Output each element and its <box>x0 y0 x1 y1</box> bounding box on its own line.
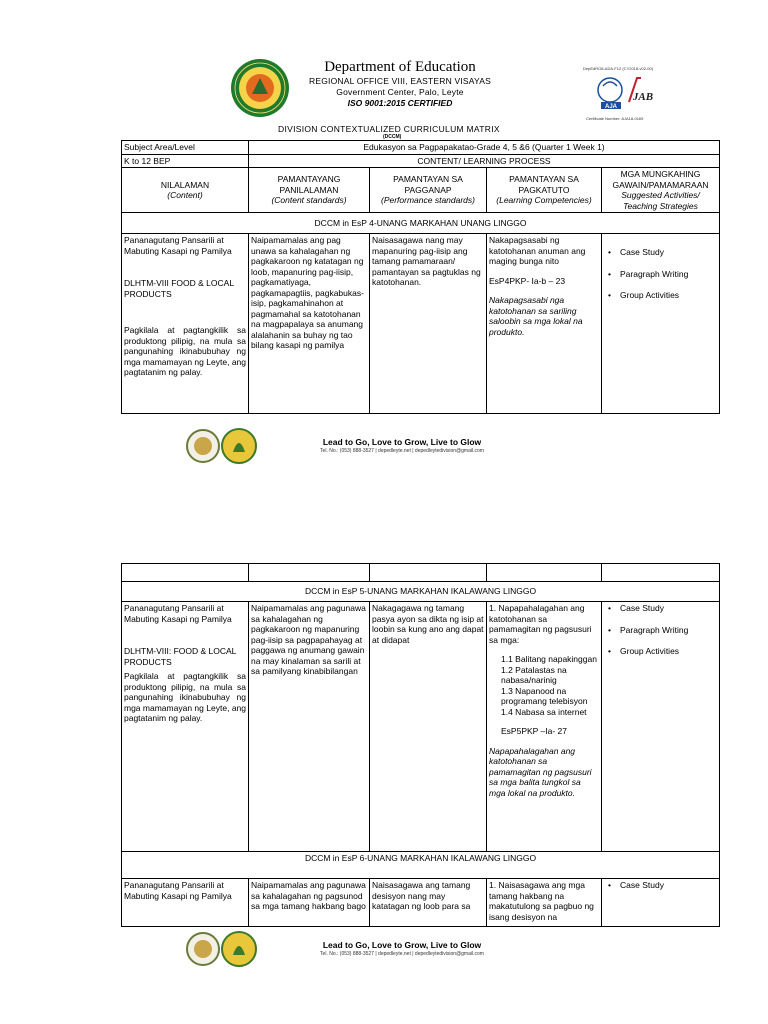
section-heading-esp6: DCCM in EsP 6-UNANG MARKAHAN IKALAWANG LINGGO <box>122 852 720 879</box>
subject-area-value: Edukasyon sa Pagpapakatao-Grade 4, 5 &6 (Quarter 1 Week 1) <box>249 141 720 155</box>
activity-item: • Case Study <box>606 603 717 614</box>
esp6-performance-standard-cell: Naisasagawa ang tamang desisyon nang may katatagan ng loob para sa <box>370 879 487 927</box>
svg-text:AJA: AJA <box>604 104 618 110</box>
curriculum-matrix-table-1 <box>121 140 720 414</box>
section-heading-esp5: DCCM in EsP 5-UNANG MARKAHAN IKALAWANG LINGGO <box>122 582 720 602</box>
esp6-content-standard-cell: Naipamamalas ang pagunawa sa kahalagahan ng pagsunod sa mga tamang hakbang bago <box>249 879 370 927</box>
division-logos-icon <box>183 931 263 967</box>
empty-header-cell <box>602 564 720 582</box>
esp6-competency-cell: 1. Naisasagawa ang mga tamang hakbang na makatutulong sa pagbuo ng isang desisyon na <box>487 879 602 927</box>
activity-item: • Group Activities <box>606 290 717 301</box>
esp6-content-cell: Pananagutang Pansarili at Mabuting Kasapi ng Pamilya <box>122 879 249 927</box>
column-header-performance-standards: PAMANTAYAN SA PAGGANAP (Performance standards) <box>370 168 487 213</box>
esp5-content-cell: Pananagutang Pansarili at Mabuting Kasapi ng Pamilya DLHTM-VIII: FOOD & LOCAL PRODUCTS Pagkilala at pagtangkilik sa produktong pilipig, na mula sa pangunahing ikinabubuhay ng mga mamamayan ng Leyte, ang pagtatanim ng palay. <box>122 602 249 852</box>
esp5-content-standard-cell: Naipamamalas ang pagunawa sa kahalagahan ng pagkakaroon ng mapanuring pag-iisip sa pagpapahayag at paggawa ng anumang gawain na may kinalaman sa sarili at sa pamilyang kinabibilangan <box>249 602 370 852</box>
iso-certification: ISO 9001:2015 CERTIFIED <box>347 98 453 108</box>
activity-item: • Paragraph Writing <box>606 625 717 636</box>
learning-process-label: CONTENT/ LEARNING PROCESS <box>249 154 720 168</box>
section-heading-esp4: DCCM in EsP 4-UNANG MARKAHAN UNANG LINGGO <box>122 213 720 234</box>
regional-office: REGIONAL OFFICE VIII, EASTERN VISAYAS <box>308 76 491 86</box>
esp5-performance-standard-cell: Nakagagawa ng tamang pasya ayon sa dikta ng isip at loobin sa kung ano ang dapat at didapat <box>370 602 487 852</box>
office-address: Government Center, Palo, Leyte <box>336 87 464 97</box>
esp6-activities-cell <box>602 879 720 927</box>
column-header-content-standards: PAMANTAYANG PANILALAMAN (Content standards) <box>249 168 370 213</box>
empty-header-cell <box>487 564 602 582</box>
competency-sub-item: 1.2 Patalastas na nabasa/narinig <box>501 664 567 685</box>
column-header-suggested-activities: MGA MUNGKAHING GAWAIN/PAMAMARAAN Suggested Activities/ Teaching Strategies <box>602 168 720 213</box>
activity-item: • Group Activities <box>606 646 717 657</box>
esp4-competency-cell: Nakapagsasabi ng katotohanan anuman ang maging bunga nito EsP4PKP- Ia-b – 23 Nakapagsasabi nga katotohanan sa sariling saloobin sa mga lokal na produkto. <box>487 234 602 414</box>
aja-jab-certification-logo-icon <box>595 72 657 116</box>
letterhead <box>290 58 510 109</box>
svg-text:JAB: JAB <box>632 91 654 103</box>
document-page-1 <box>0 0 768 470</box>
column-header-content: NILALAMAN (Content) <box>122 168 249 213</box>
footer-contact: Tel. No.: (053) 888-3527 | depedleyte.net | depedleytedivision@gmail.com <box>320 448 484 454</box>
esp4-activities-cell <box>602 234 720 414</box>
matrix-abbreviation: (DCCM) <box>383 134 402 140</box>
curriculum-matrix-table-2 <box>121 563 720 927</box>
empty-header-cell <box>249 564 370 582</box>
empty-header-cell <box>122 564 249 582</box>
competency-sub-item: 1.1 Balitang napakinggan <box>501 654 597 664</box>
matrix-title: DIVISION CONTEXTUALIZED CURRICULUM MATRIX <box>278 124 500 134</box>
page-footer <box>292 940 512 958</box>
document-page-2 <box>0 555 768 1024</box>
footer-tagline: Lead to Go, Love to Grow, Live to Glow <box>322 940 482 950</box>
department-name: Department of Education <box>324 59 476 75</box>
activity-item: • Paragraph Writing <box>606 269 717 280</box>
activity-item: • Case Study <box>606 880 717 891</box>
esp4-content-cell: Pananagutang Pansarili at Mabuting Kasapi ng Pamilya DLHTM-VIII FOOD & LOCAL PRODUCTS Pagkilala at pagtangkilik sa produktong pilipig, na mula sa pangunahing ikinabubuhay ng mga mamamayan ng Leyte, ang pagtatanim ng palay. <box>122 234 249 414</box>
competency-sub-item: 1.3 Napanood na programang telebisyon <box>501 685 588 706</box>
column-header-learning-competencies: PAMANTAYAN SA PAGKATUTO (Learning Competencies) <box>487 168 602 213</box>
footer-tagline: Lead to Go, Love to Grow, Live to Glow <box>322 437 482 447</box>
document-code: DepEdRO8-ADA-F12 (CY2018-v02-00) <box>583 66 654 71</box>
competency-sub-item: 1.4 Nabasa sa internet <box>501 706 587 717</box>
esp5-competency-cell: 1. Napapahalagahan ang katotohanan sa pamamagitan ng pagsusuri sa mga: 1.1 Balitang napakinggan 1.2 Patalastas na nabasa/narinig 1.3 Napanood na programang telebisyon 1.4 Nabasa sa internet EsP5PKP –Ia- 27 Napapahalagahan ang katotohanan sa pamamagitan ng pagsusuri sa mga balita tungkol sa mga lokal na produkto. <box>487 602 602 852</box>
division-logos-icon <box>183 428 263 464</box>
empty-header-cell <box>370 564 487 582</box>
esp4-performance-standard-cell: Naisasagawa nang may mapanuring pag-iisip ang tamang pamamaraan/ pamantayan sa pagtuklas ng katotohanan. <box>370 234 487 414</box>
activity-item: • Case Study <box>606 247 717 258</box>
footer-contact: Tel. No.: (053) 888-3527 | depedleyte.net | depedleytedivision@gmail.com <box>320 951 484 957</box>
page-footer <box>292 437 512 455</box>
curriculum-label: K to 12 BEP <box>122 154 249 168</box>
esp5-activities-cell <box>602 602 720 852</box>
certificate-number: Certificate Number: AJA18-0169 <box>586 116 644 121</box>
esp4-content-standard-cell: Naipamamalas ang pag unawa sa kahalagahan ng pagkakaroon ng katatagan ng loob, mapanuring pag-iisip, pagkamatiyaga, pagkamapagtiis, pagkabukas-isip, pagkamahinahon at pagmamahal sa katotohanan na magpapalaya sa anumang alalahanin sa buhay ng tao bilang kasapi ng pamilya <box>249 234 370 414</box>
subject-area-label: Subject Area/Level <box>122 141 249 155</box>
competency-code: EsP5PKP –Ia- 27 <box>501 726 567 736</box>
deped-eastern-visayas-seal-icon <box>230 58 290 118</box>
